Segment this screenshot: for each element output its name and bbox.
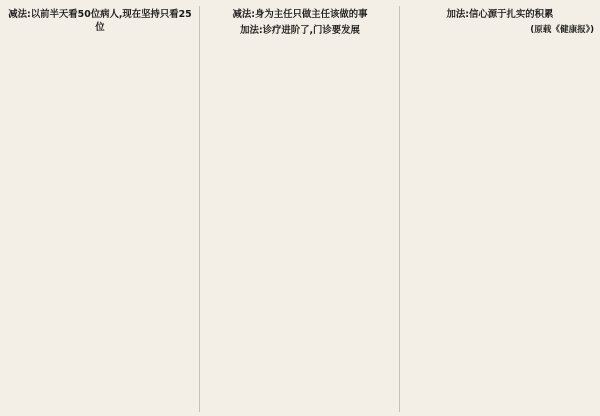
article-column-2 (206, 6, 400, 412)
section-heading: 加法:诊疗进阶了,门诊要发展 (240, 24, 360, 36)
section-heading: 减法:以前半天看50位病人,现在坚持只看25位 (8, 9, 192, 33)
section-heading: 减法:身为主任只做主任该做的事 (232, 9, 368, 20)
source-credit: (原载《健康报》) (530, 24, 594, 35)
article-column-1 (6, 6, 200, 412)
section-heading: 加法:信心源于扎实的积累 (446, 9, 554, 20)
article-column-3 (406, 6, 594, 412)
